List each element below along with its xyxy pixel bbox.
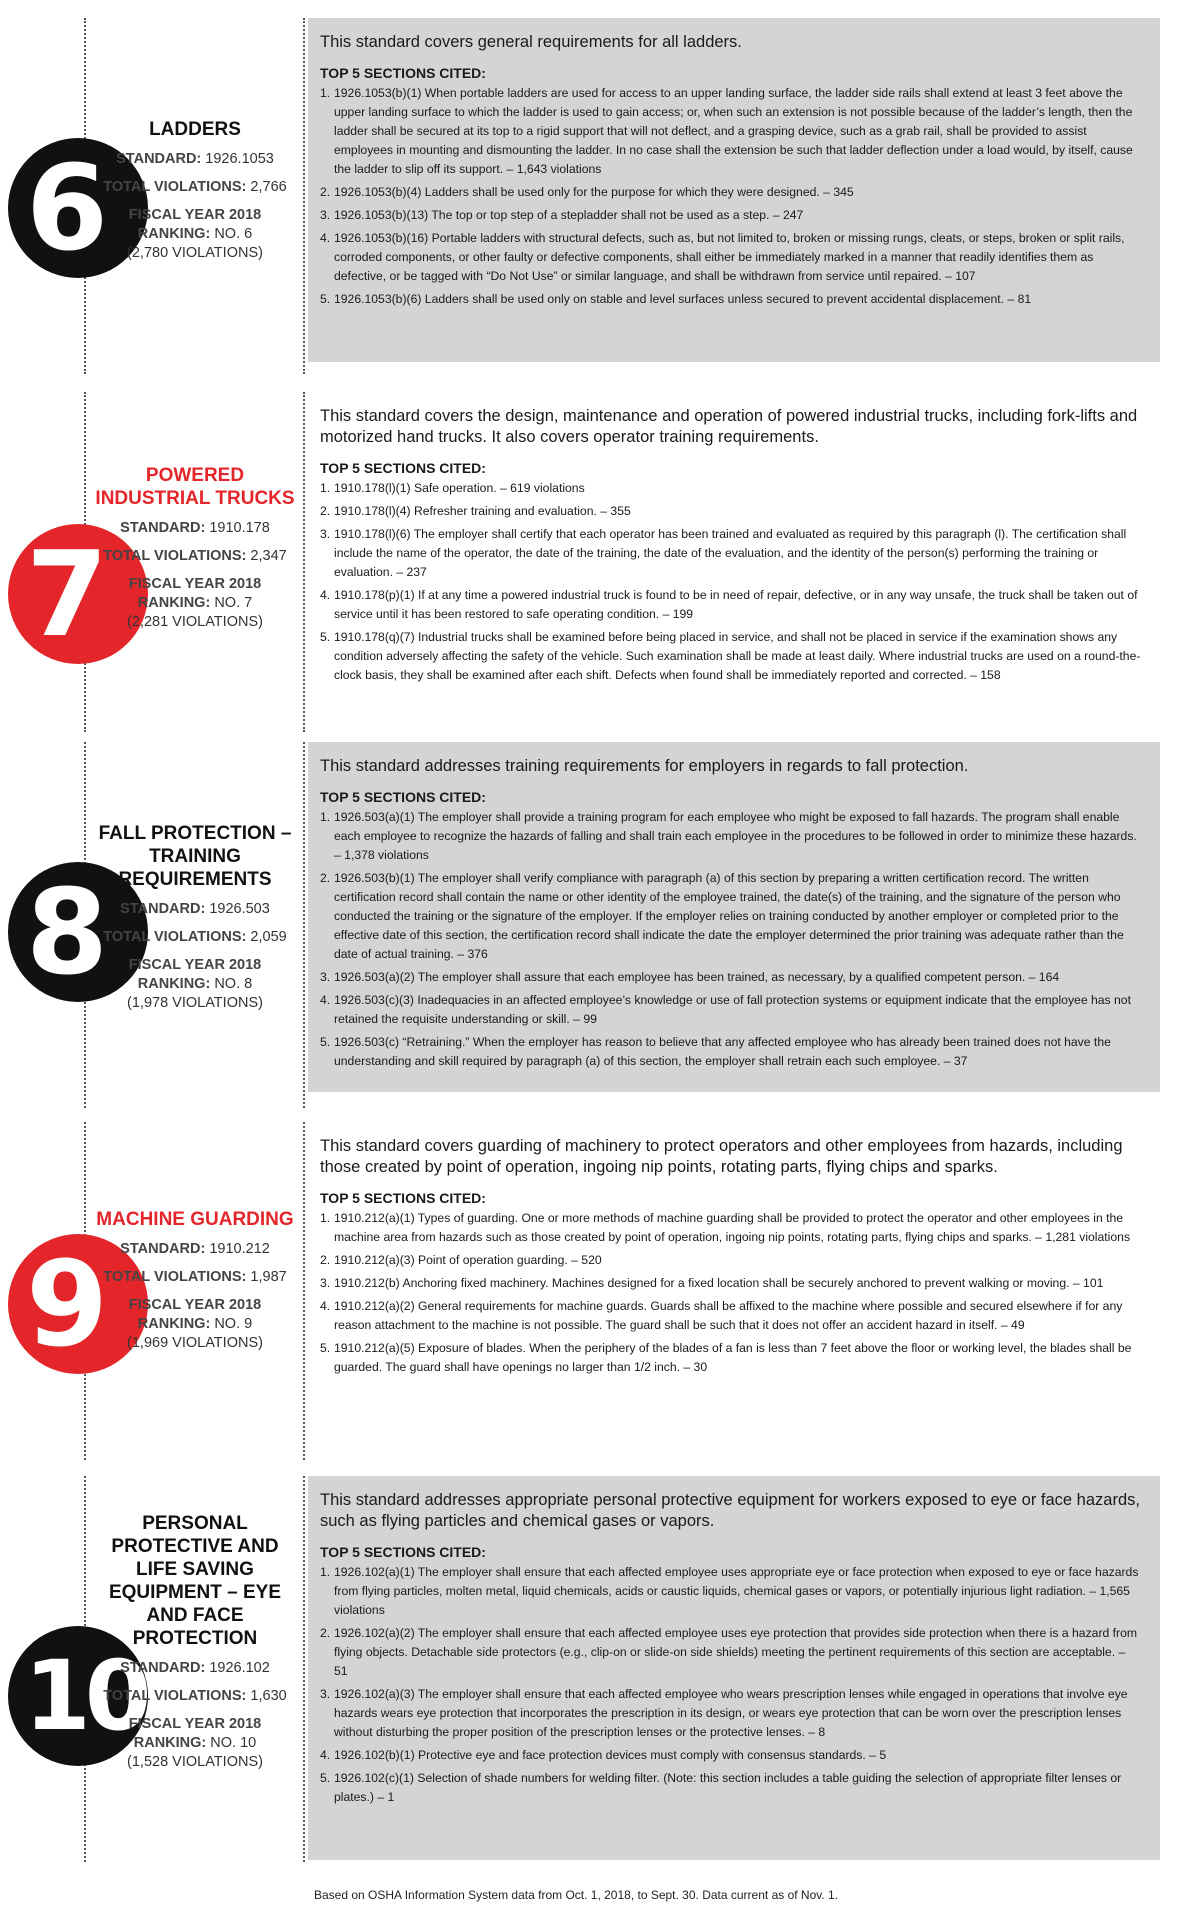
fy-label: FISCAL YEAR 2018	[128, 1297, 262, 1313]
ranking-label: RANKING:	[133, 1735, 207, 1751]
standard-value: 1910.178	[209, 520, 270, 536]
intro-text: This standard addresses appropriate personal protective equipment for workers exposed to eye or face hazards, such as flying particles and chemical gases or vapors.	[320, 1491, 1140, 1530]
standard-title: LADDERS	[149, 119, 241, 140]
entry-fall-protection	[0, 742, 1200, 1108]
description-panel	[308, 18, 1160, 362]
intro-text: This standard addresses training requirements for employers in regards to fall protection.	[320, 757, 969, 775]
ranking-value: NO. 10	[210, 1735, 257, 1751]
list-item: 2. 1910.212(a)(3) Point of operation guarding. – 520	[320, 1253, 602, 1267]
violations-label: TOTAL VIOLATIONS:	[103, 179, 247, 195]
fy-label: FISCAL YEAR 2018	[128, 1716, 262, 1732]
list-item: 1. 1926.1053(b)(1) When portable ladders are used for access to an upper landing surface, the ladder side rails shall extend at least 3 feet above the upper landing surface to which the ladder is used to gain access; or, when such an extension is not possible because of the ladder’s length, then the ladder shall be secured at its top to a rigid support that will not deflect, and a grasping device, such as a grab rail, shall be provided to assist employees in mounting and dismounting the ladder. In no case shall the extension be such that ladder deflection under a load would, by itself, cause the ladder to slip off its support. – 1,643 violations	[320, 86, 1133, 176]
rank-badge	[8, 138, 103, 278]
entry-ladders	[0, 18, 1200, 374]
standard-title: POWERED INDUSTRIAL TRUCKS	[95, 465, 295, 509]
description-panel	[308, 1122, 1160, 1452]
divider-mid	[303, 1122, 305, 1460]
sections-list	[320, 479, 1142, 685]
list-item: 2. 1910.178(l)(4) Refresher training and evaluation. – 355	[320, 504, 631, 518]
prior-violations: (2,281 VIOLATIONS)	[127, 614, 263, 630]
standard-value: 1926.102	[209, 1660, 270, 1676]
ranking-label: RANKING:	[137, 595, 211, 611]
sections-list	[320, 84, 1142, 309]
entry-eye-face-protection	[0, 1476, 1200, 1862]
ranking-label: RANKING:	[137, 976, 211, 992]
rank-number: 6	[26, 139, 103, 277]
list-item: 4. 1926.503(c)(3) Inadequacies in an affected employee’s knowledge or use of fall protection systems or equipment indicate that the employee has not retained the requisite understanding or skill. – 99	[320, 993, 1131, 1026]
violations-label: TOTAL VIOLATIONS:	[103, 929, 247, 945]
violations-value: 1,630	[250, 1688, 287, 1704]
divider-mid	[303, 18, 305, 374]
source-footnote: Based on OSHA Information System data from Oct. 1, 2018, to Sept. 30. Data current as of Nov. 1.	[314, 1888, 839, 1902]
list-item: 2. 1926.102(a)(2) The employer shall ensure that each affected employee uses eye protection that provides side protection when there is a hazard from flying objects. Detachable side protectors (e.g., clip-on or slide-on side shields) meeting the pertinent requirements of this section are acceptable. – 51	[320, 1626, 1138, 1678]
list-item: 5. 1910.212(a)(5) Exposure of blades. When the periphery of the blades of a fan is less than 7 feet above the floor or working level, the blades shall be guarded. The guard shall have openings no larger than 1/2 inch. – 30	[320, 1341, 1132, 1374]
list-item: 4. 1910.212(a)(2) General requirements for machine guards. Guards shall be affixed to the machine where possible and secured elsewhere if for any reason attachment to the machine is not possible. The guard shall be such that it does not offer an accident hazard in itself. – 49	[320, 1299, 1123, 1332]
list-item: 3. 1910.212(b) Anchoring fixed machinery. Machines designed for a fixed location shall be securely anchored to prevent walking or moving. – 101	[320, 1276, 1104, 1290]
standard-label: STANDARD:	[120, 1241, 206, 1257]
standard-value: 1926.1053	[205, 151, 274, 167]
top5-heading: TOP 5 SECTIONS CITED:	[320, 1544, 486, 1560]
stats-block	[90, 822, 300, 1013]
standard-value: 1926.503	[209, 901, 270, 917]
rank-number: 7	[26, 525, 103, 663]
top5-heading: TOP 5 SECTIONS CITED:	[320, 460, 486, 476]
standard-label: STANDARD:	[120, 901, 206, 917]
rank-badge	[8, 524, 103, 664]
list-item: 2. 1926.503(b)(1) The employer shall verify compliance with paragraph (a) of this section by preparing a written certification record. The written certification record shall contain the name or other identity of the employee trained, the date(s) of the training, and the signature of the person who conducted the training or the signature of the employer. If the employer relies on training conducted by another employer or completed prior to the effective date of this section, the certification record shall indicate the date the employer determined the prior training was adequate rather than the date of actual training. – 376	[320, 871, 1124, 961]
rank-badge	[8, 1626, 146, 1766]
standard-label: STANDARD:	[120, 1660, 206, 1676]
list-item: 3. 1926.1053(b)(13) The top or top step of a stepladder shall not be used as a step. – 247	[320, 208, 804, 222]
sections-list	[320, 1563, 1142, 1807]
list-item: 3. 1910.178(l)(6) The employer shall certify that each operator has been trained and evaluated as required by this paragraph (l). The certification shall include the name of the operator, the date of the training, the date of the evaluation, and the identity of the person(s) performing the training or evaluation. – 237	[320, 527, 1127, 579]
intro-text: This standard covers guarding of machinery to protect operators and other employees from hazards, including those created by point of operation, ingoing nip points, rotating parts, flying chips and sparks.	[320, 1137, 1123, 1176]
sections-list	[320, 808, 1142, 1071]
violations-value: 2,347	[250, 548, 287, 564]
violations-value: 2,766	[250, 179, 287, 195]
description-panel	[308, 1476, 1160, 1860]
top5-heading: TOP 5 SECTIONS CITED:	[320, 1190, 486, 1206]
top5-heading: TOP 5 SECTIONS CITED:	[320, 789, 486, 805]
list-item: 5. 1910.178(q)(7) Industrial trucks shall be examined before being placed in service, and shall not be placed in service if the examination shows any condition adversely affecting the safety of the vehicle. Such examination shall be made at least daily. Where industrial trucks are used on a round-the-clock basis, they shall be examined after each shift. Defects when found shall be immediately reported and corrected. – 158	[320, 630, 1141, 682]
list-item: 4. 1910.178(p)(1) If at any time a powered industrial truck is found to be in need of repair, defective, or in any way unsafe, the truck shall be taken out of service until it has been restored to safe operating condition. – 199	[320, 588, 1138, 621]
ranking-value: NO. 8	[214, 976, 253, 992]
list-item: 1. 1926.503(a)(1) The employer shall provide a training program for each employee who might be exposed to fall hazards. The program shall enable each employee to recognize the hazards of falling and shall train each employee in the procedures to be followed in order to minimize these hazards. – 1,378 violations	[320, 810, 1137, 862]
standard-label: STANDARD:	[116, 151, 202, 167]
violations-label: TOTAL VIOLATIONS:	[103, 548, 247, 564]
prior-violations: (1,969 VIOLATIONS)	[127, 1335, 263, 1351]
list-item: 3. 1926.102(a)(3) The employer shall ensure that each affected employee who wears prescription lenses while engaged in operations that involve eye hazards wears eye protection that incorporates the prescription in its design, or wears eye protection that can be worn over the prescription lenses without disturbing the proper position of the prescription lenses or the protective lenses. – 8	[320, 1687, 1128, 1739]
list-item: 1. 1910.212(a)(1) Types of guarding. One or more methods of machine guarding shall be provided to protect the operator and other employees in the machine area from hazards such as those created by point of operation, ingoing nip points, rotating parts, flying chips and sparks. – 1,281 violations	[320, 1211, 1131, 1244]
violations-value: 1,987	[250, 1269, 287, 1285]
ranking-value: NO. 6	[214, 226, 253, 242]
sections-list	[320, 1209, 1142, 1377]
standard-title: FALL PROTECTION – TRAINING REQUIREMENTS	[98, 823, 292, 890]
stats-block	[90, 1208, 300, 1353]
list-item: 1. 1926.102(a)(1) The employer shall ensure that each affected employee uses appropriate eye or face protection when exposed to eye or face hazards from flying particles, molten metal, liquid chemicals, acids or caustic liquids, chemical gases or vapors, or potentially injurious light radiation. – 1,565 violations	[320, 1565, 1139, 1617]
rank-number: 8	[26, 863, 103, 1001]
violations-label: TOTAL VIOLATIONS:	[103, 1269, 247, 1285]
top5-heading: TOP 5 SECTIONS CITED:	[320, 65, 486, 81]
violations-label: TOTAL VIOLATIONS:	[103, 1688, 247, 1704]
list-item: 5. 1926.503(c) “Retraining.” When the employer has reason to believe that any affected employee who has already been trained does not have the understanding and skill required by paragraph (a) of this section, the employer shall retrain each such employee. – 37	[320, 1035, 1111, 1068]
fy-label: FISCAL YEAR 2018	[128, 957, 262, 973]
rank-badge	[8, 862, 103, 1002]
entry-machine-guarding	[0, 1122, 1200, 1460]
rank-number: 10	[24, 1640, 146, 1752]
list-item: 4. 1926.1053(b)(16) Portable ladders with structural defects, such as, but not limited to, broken or missing rungs, cleats, or steps, broken or split rails, corroded components, or other faulty or defective components, shall either be immediately marked in a manner that readily identifies them as defective, or be tagged with “Do Not Use” or similar language, and shall be withdrawn from service until repaired. – 107	[320, 231, 1125, 283]
divider-mid	[303, 742, 305, 1108]
prior-violations: (2,780 VIOLATIONS)	[127, 245, 263, 261]
prior-violations: (1,978 VIOLATIONS)	[127, 995, 263, 1011]
rank-badge	[8, 1234, 103, 1374]
fy-label: FISCAL YEAR 2018	[128, 207, 262, 223]
divider-mid	[303, 392, 305, 732]
stats-block	[90, 1512, 300, 1772]
divider-mid	[303, 1476, 305, 1862]
entry-powered-industrial-trucks	[0, 392, 1200, 732]
standard-title: MACHINE GUARDING	[96, 1209, 294, 1230]
description-panel	[308, 742, 1160, 1092]
standard-value: 1910.212	[209, 1241, 270, 1257]
ranking-label: RANKING:	[137, 1316, 211, 1332]
list-item: 5. 1926.102(c)(1) Selection of shade numbers for welding filter. (Note: this section includes a table guiding the selection of appropriate filter lenses or plates.) – 1	[320, 1771, 1122, 1804]
stats-block	[90, 464, 300, 632]
intro-text: This standard covers the design, maintenance and operation of powered industrial trucks, including fork-lifts and motorized hand trucks. It also covers operator training requirements.	[320, 407, 1138, 446]
stats-block	[90, 118, 300, 263]
standard-label: STANDARD:	[120, 520, 206, 536]
fy-label: FISCAL YEAR 2018	[128, 576, 262, 592]
violations-value: 2,059	[250, 929, 287, 945]
description-panel	[308, 392, 1160, 722]
ranking-label: RANKING:	[137, 226, 211, 242]
standard-title: PERSONAL PROTECTIVE AND LIFE SAVING EQUIPMENT – EYE AND FACE PROTECTION	[108, 1513, 282, 1649]
prior-violations: (1,528 VIOLATIONS)	[127, 1754, 263, 1770]
list-item: 5. 1926.1053(b)(6) Ladders shall be used only on stable and level surfaces unless secured to prevent accidental displacement. – 81	[320, 292, 1032, 306]
list-item: 2. 1926.1053(b)(4) Ladders shall be used only for the purpose for which they were designed. – 345	[320, 185, 854, 199]
intro-text: This standard covers general requirements for all ladders.	[320, 33, 742, 51]
list-item: 3. 1926.503(a)(2) The employer shall assure that each employee has been trained, as necessary, by a qualified competent person. – 164	[320, 970, 1060, 984]
ranking-value: NO. 7	[214, 595, 253, 611]
list-item: 1. 1910.178(l)(1) Safe operation. – 619 violations	[320, 481, 585, 495]
list-item: 4. 1926.102(b)(1) Protective eye and face protection devices must comply with consensus standards. – 5	[320, 1748, 887, 1762]
ranking-value: NO. 9	[214, 1316, 253, 1332]
rank-number: 9	[26, 1235, 103, 1373]
